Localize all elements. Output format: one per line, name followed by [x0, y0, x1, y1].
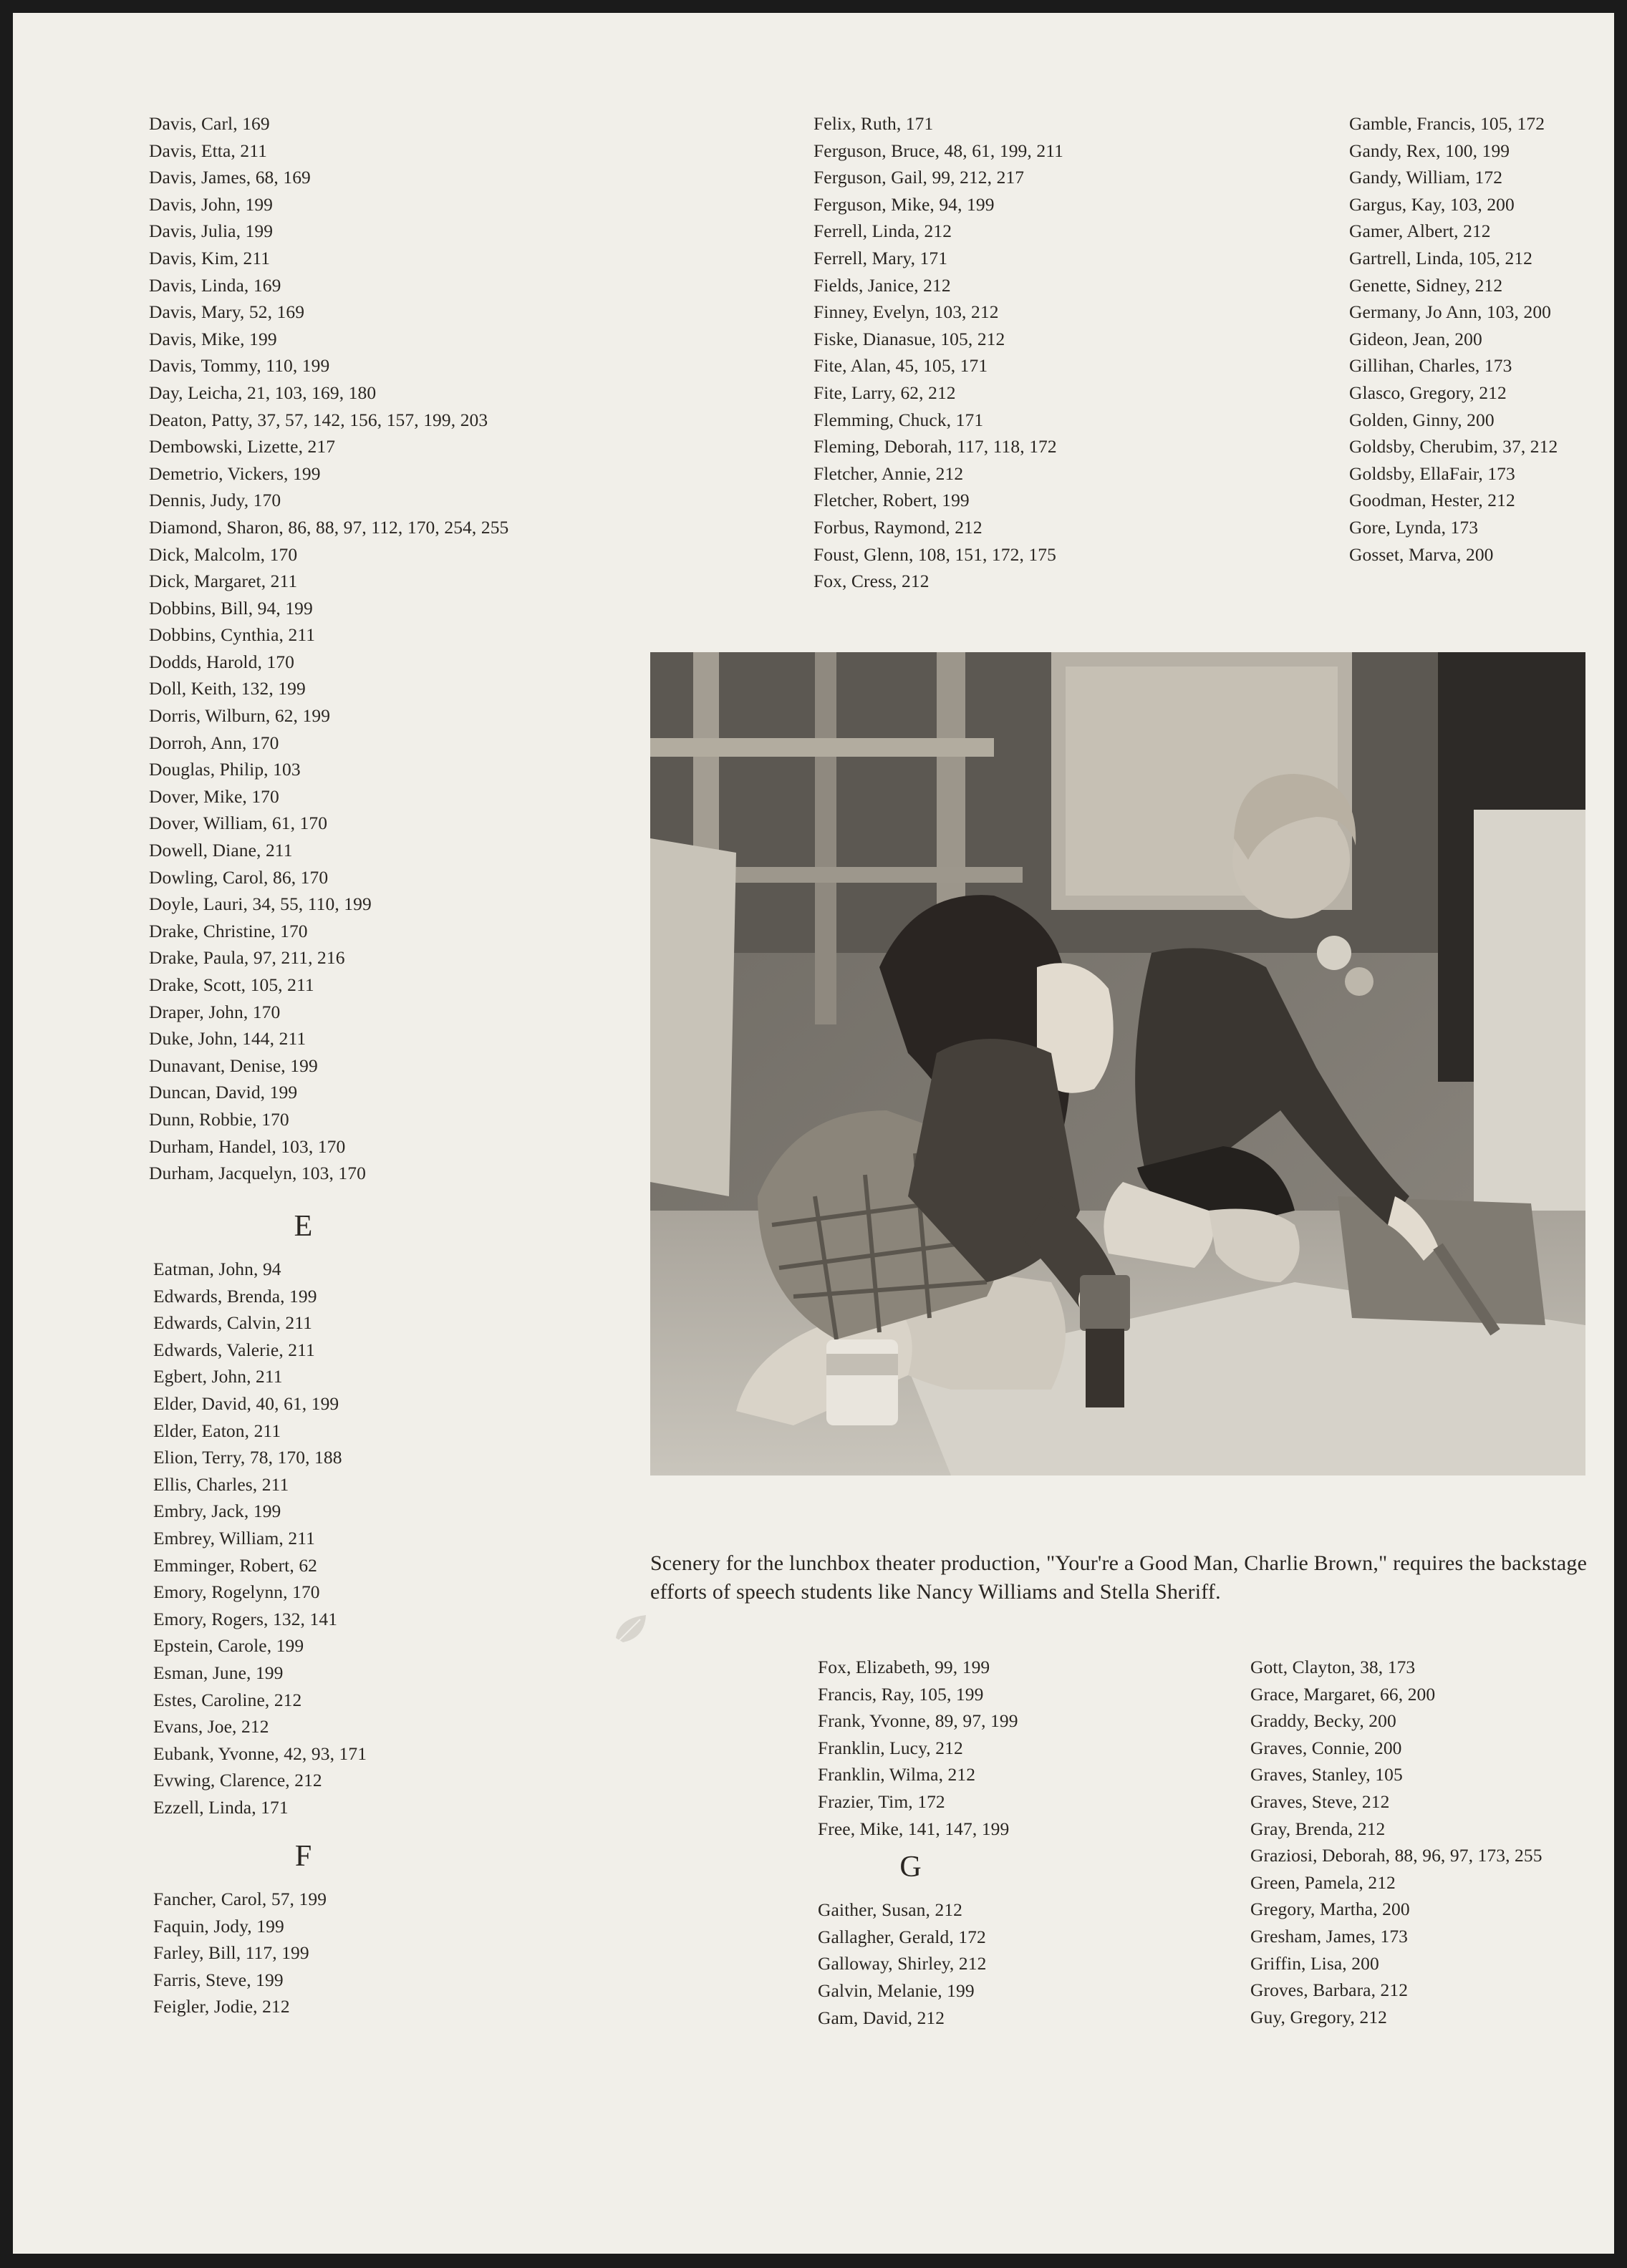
- index-entry: Grace, Margaret, 66, 200: [1250, 1683, 1436, 1705]
- index-entry: Davis, Julia, 199: [149, 220, 274, 242]
- index-entry: Faquin, Jody, 199: [153, 1915, 284, 1937]
- index-entry: Fox, Cress, 212: [814, 571, 930, 592]
- index-entry: Graddy, Becky, 200: [1250, 1710, 1396, 1732]
- index-entry: Davis, Linda, 169: [149, 274, 281, 296]
- index-entry: Gosset, Marva, 200: [1349, 543, 1494, 565]
- index-entry: Fleming, Deborah, 117, 118, 172: [814, 436, 1057, 457]
- index-entry: Durham, Jacquelyn, 103, 170: [149, 1163, 366, 1184]
- index-entry: Fancher, Carol, 57, 199: [153, 1889, 327, 1909]
- index-entry: Gandy, Rex, 100, 199: [1349, 140, 1510, 161]
- index-entry: Diamond, Sharon, 86, 88, 97, 112, 170, 254, 255: [149, 516, 509, 538]
- index-entry: Davis, Mary, 52, 169: [149, 301, 305, 323]
- index-entry: Frank, Yvonne, 89, 97, 199: [818, 1710, 1018, 1732]
- index-entry: Fletcher, Annie, 212: [814, 462, 964, 484]
- index-entry: Emory, Rogers, 132, 141: [153, 1608, 338, 1629]
- index-entry: Davis, Kim, 211: [149, 247, 271, 268]
- index-entry: Douglas, Philip, 103: [149, 759, 301, 780]
- index-entry: Glasco, Gregory, 212: [1349, 382, 1507, 403]
- index-entry: Green, Pamela, 212: [1250, 1871, 1396, 1893]
- index-entry: Day, Leicha, 21, 103, 169, 180: [149, 382, 377, 403]
- index-entry: Dowling, Carol, 86, 170: [149, 866, 329, 888]
- index-entry: Franklin, Wilma, 212: [818, 1764, 976, 1785]
- index-entry: Graves, Steve, 212: [1250, 1790, 1390, 1812]
- index-entry: Gaither, Susan, 212: [818, 1899, 963, 1921]
- index-entry: Gartrell, Linda, 105, 212: [1349, 247, 1533, 268]
- index-entry: Doyle, Lauri, 34, 55, 110, 199: [149, 893, 372, 915]
- photo-caption: Scenery for the lunchbox theater production, "Your're a Good Man, Charlie Brown," requires the backstage efforts of speech students like Nancy Williams and Stella Sheriff.: [650, 1551, 1588, 1604]
- index-entry: Griffin, Lisa, 200: [1250, 1952, 1379, 1974]
- index-entry: Groves, Barbara, 212: [1250, 1979, 1409, 2001]
- index-entry: Gamble, Francis, 105, 172: [1349, 113, 1545, 134]
- index-entry: Drake, Christine, 170: [149, 920, 308, 941]
- index-entry: Felix, Ruth, 171: [814, 113, 934, 134]
- index-entry: Ferguson, Mike, 94, 199: [814, 193, 995, 215]
- index-entry: Graves, Connie, 200: [1250, 1737, 1402, 1758]
- index-entry: Davis, John, 199: [149, 193, 274, 215]
- scenery-painting-photo: [650, 652, 1585, 1475]
- index-column-g-continued: [1250, 1654, 1608, 2030]
- index-entry: Ezzell, Linda, 171: [153, 1796, 289, 1818]
- index-entry: Galloway, Shirley, 212: [818, 1953, 987, 1974]
- index-entry: Franklin, Lucy, 212: [818, 1737, 963, 1758]
- index-entry: Graves, Stanley, 105: [1250, 1764, 1403, 1785]
- index-entry: Farris, Steve, 199: [153, 1969, 284, 1990]
- index-entry: Elion, Terry, 78, 170, 188: [153, 1447, 342, 1468]
- index-entry: Genette, Sidney, 212: [1349, 274, 1503, 296]
- index-entry: Ferguson, Bruce, 48, 61, 199, 211: [814, 140, 1063, 161]
- index-entry: Demetrio, Vickers, 199: [149, 462, 321, 484]
- index-entry: Gallagher, Gerald, 172: [818, 1926, 986, 1947]
- index-section-f: [153, 1831, 454, 2020]
- section-letter-f: F: [294, 1840, 313, 1873]
- index-entry: Goodman, Hester, 212: [1349, 490, 1515, 511]
- index-entry: Golden, Ginny, 200: [1349, 409, 1495, 430]
- index-entry: Duncan, David, 199: [149, 1082, 298, 1103]
- index-entry: Dick, Malcolm, 170: [149, 543, 298, 565]
- index-entry: Drake, Paula, 97, 211, 216: [149, 947, 345, 969]
- index-entry: Dennis, Judy, 170: [149, 490, 281, 511]
- index-entry: Dobbins, Cynthia, 211: [149, 624, 316, 646]
- index-column-fg: [818, 1654, 1162, 2031]
- index-entry: Dover, William, 61, 170: [149, 813, 328, 834]
- section-letter-g: G: [899, 1851, 922, 1884]
- index-entry: Elder, Eaton, 211: [153, 1420, 281, 1441]
- index-entry: Dover, Mike, 170: [149, 785, 279, 807]
- index-entry: Elder, David, 40, 61, 199: [153, 1392, 339, 1414]
- index-entry: Dodds, Harold, 170: [149, 651, 294, 672]
- index-entry: Feigler, Jodie, 212: [153, 1996, 290, 2017]
- index-entry: Davis, Carl, 169: [149, 113, 270, 134]
- index-entry: Frazier, Tim, 172: [818, 1790, 945, 1812]
- index-entry: Gresham, James, 173: [1250, 1925, 1409, 1947]
- index-entry: Davis, Tommy, 110, 199: [149, 355, 330, 377]
- index-entry: Davis, Etta, 211: [149, 140, 267, 161]
- index-entry: Dowell, Diane, 211: [149, 840, 293, 861]
- index-entry: Dobbins, Bill, 94, 199: [149, 597, 313, 619]
- index-entry: Ellis, Charles, 211: [153, 1473, 289, 1495]
- index-entry: Ferrell, Mary, 171: [814, 247, 948, 268]
- index-entry: Dunn, Robbie, 170: [149, 1108, 289, 1130]
- index-entry: Gore, Lynda, 173: [1349, 516, 1479, 538]
- index-entry: Eubank, Yvonne, 42, 93, 171: [153, 1743, 367, 1764]
- index-entry: Fletcher, Robert, 199: [814, 490, 970, 511]
- index-entry: Fiske, Dianasue, 105, 212: [814, 328, 1005, 349]
- index-entry: Drake, Scott, 105, 211: [149, 974, 314, 995]
- index-column-f: [814, 110, 1186, 595]
- index-entry: Gamer, Albert, 212: [1349, 220, 1491, 242]
- index-entry: Gam, David, 212: [818, 2007, 945, 2028]
- index-entry: Embry, Jack, 199: [153, 1501, 281, 1522]
- index-entry: Finney, Evelyn, 103, 212: [814, 301, 999, 323]
- index-entry: Gregory, Martha, 200: [1250, 1899, 1410, 1920]
- index-entry: Ferrell, Linda, 212: [814, 220, 952, 242]
- index-entry: Durham, Handel, 103, 170: [149, 1135, 346, 1157]
- index-entry: Germany, Jo Ann, 103, 200: [1349, 301, 1552, 323]
- index-entry: Gott, Clayton, 38, 173: [1250, 1657, 1416, 1677]
- index-entry: Edwards, Valerie, 211: [153, 1339, 315, 1360]
- index-entry: Davis, James, 68, 169: [149, 167, 311, 188]
- index-entry: Evans, Joe, 212: [153, 1716, 269, 1738]
- index-entry: Edwards, Brenda, 199: [153, 1285, 317, 1307]
- index-entry: Doll, Keith, 132, 199: [149, 678, 306, 699]
- index-entry: Fields, Janice, 212: [814, 274, 951, 296]
- index-entry: Foust, Glenn, 108, 151, 172, 175: [814, 543, 1056, 565]
- index-entry: Egbert, John, 211: [153, 1366, 283, 1387]
- index-entry: Embrey, William, 211: [153, 1527, 315, 1549]
- index-entry: Free, Mike, 141, 147, 199: [818, 1818, 1010, 1839]
- photo-illustration: [650, 652, 1585, 1475]
- index-entry: Dorroh, Ann, 170: [149, 732, 279, 753]
- index-entry: Estes, Caroline, 212: [153, 1689, 302, 1710]
- index-entry: Evwing, Clarence, 212: [153, 1770, 322, 1791]
- index-entry: Davis, Mike, 199: [149, 328, 277, 349]
- index-entry: Epstein, Carole, 199: [153, 1635, 304, 1657]
- index-entry: Dunavant, Denise, 199: [149, 1055, 318, 1076]
- index-entry: Eatman, John, 94: [153, 1259, 281, 1279]
- index-entry: Fite, Alan, 45, 105, 171: [814, 355, 988, 377]
- index-column-g: [1349, 110, 1607, 568]
- index-entry: Dorris, Wilburn, 62, 199: [149, 705, 331, 727]
- index-entry: Gray, Brenda, 212: [1250, 1818, 1386, 1839]
- index-entry: Graziosi, Deborah, 88, 96, 97, 173, 255: [1250, 1845, 1542, 1866]
- index-entry: Fite, Larry, 62, 212: [814, 382, 956, 403]
- index-section-e: [153, 1201, 454, 1821]
- index-entry: Deaton, Patty, 37, 57, 142, 156, 157, 199, 203: [149, 409, 488, 430]
- index-entry: Goldsby, Cherubim, 37, 212: [1349, 436, 1558, 457]
- index-entry: Emminger, Robert, 62: [153, 1554, 318, 1576]
- index-entry: Edwards, Calvin, 211: [153, 1312, 313, 1334]
- leaf-watermark-icon: [612, 1609, 652, 1649]
- index-entry: Draper, John, 170: [149, 1001, 281, 1022]
- index-entry: Goldsby, EllaFair, 173: [1349, 462, 1515, 484]
- index-entry: Gillihan, Charles, 173: [1349, 355, 1512, 377]
- index-entry: Duke, John, 144, 211: [149, 1028, 306, 1050]
- index-column-d: [149, 110, 650, 1187]
- index-entry: Ferguson, Gail, 99, 212, 217: [814, 167, 1025, 188]
- section-letter-e: E: [294, 1210, 314, 1243]
- index-entry: Dick, Margaret, 211: [149, 571, 298, 592]
- index-entry: Galvin, Melanie, 199: [818, 1979, 975, 2001]
- index-entry: Forbus, Raymond, 212: [814, 516, 983, 538]
- index-entry: Gideon, Jean, 200: [1349, 328, 1482, 349]
- index-entry: Farley, Bill, 117, 199: [153, 1942, 309, 1964]
- index-entry: Francis, Ray, 105, 199: [818, 1683, 984, 1705]
- index-entry: Dembowski, Lizette, 217: [149, 436, 336, 457]
- index-entry: Fox, Elizabeth, 99, 199: [818, 1657, 990, 1677]
- index-entry: Gargus, Kay, 103, 200: [1349, 193, 1515, 215]
- index-entry: Guy, Gregory, 212: [1250, 2006, 1388, 2027]
- index-entry: Esman, June, 199: [153, 1662, 284, 1683]
- index-entry: Flemming, Chuck, 171: [814, 409, 984, 430]
- yearbook-index-page: [13, 13, 1614, 2254]
- index-entry: Gandy, William, 172: [1349, 167, 1503, 188]
- index-entry: Emory, Rogelynn, 170: [153, 1581, 320, 1603]
